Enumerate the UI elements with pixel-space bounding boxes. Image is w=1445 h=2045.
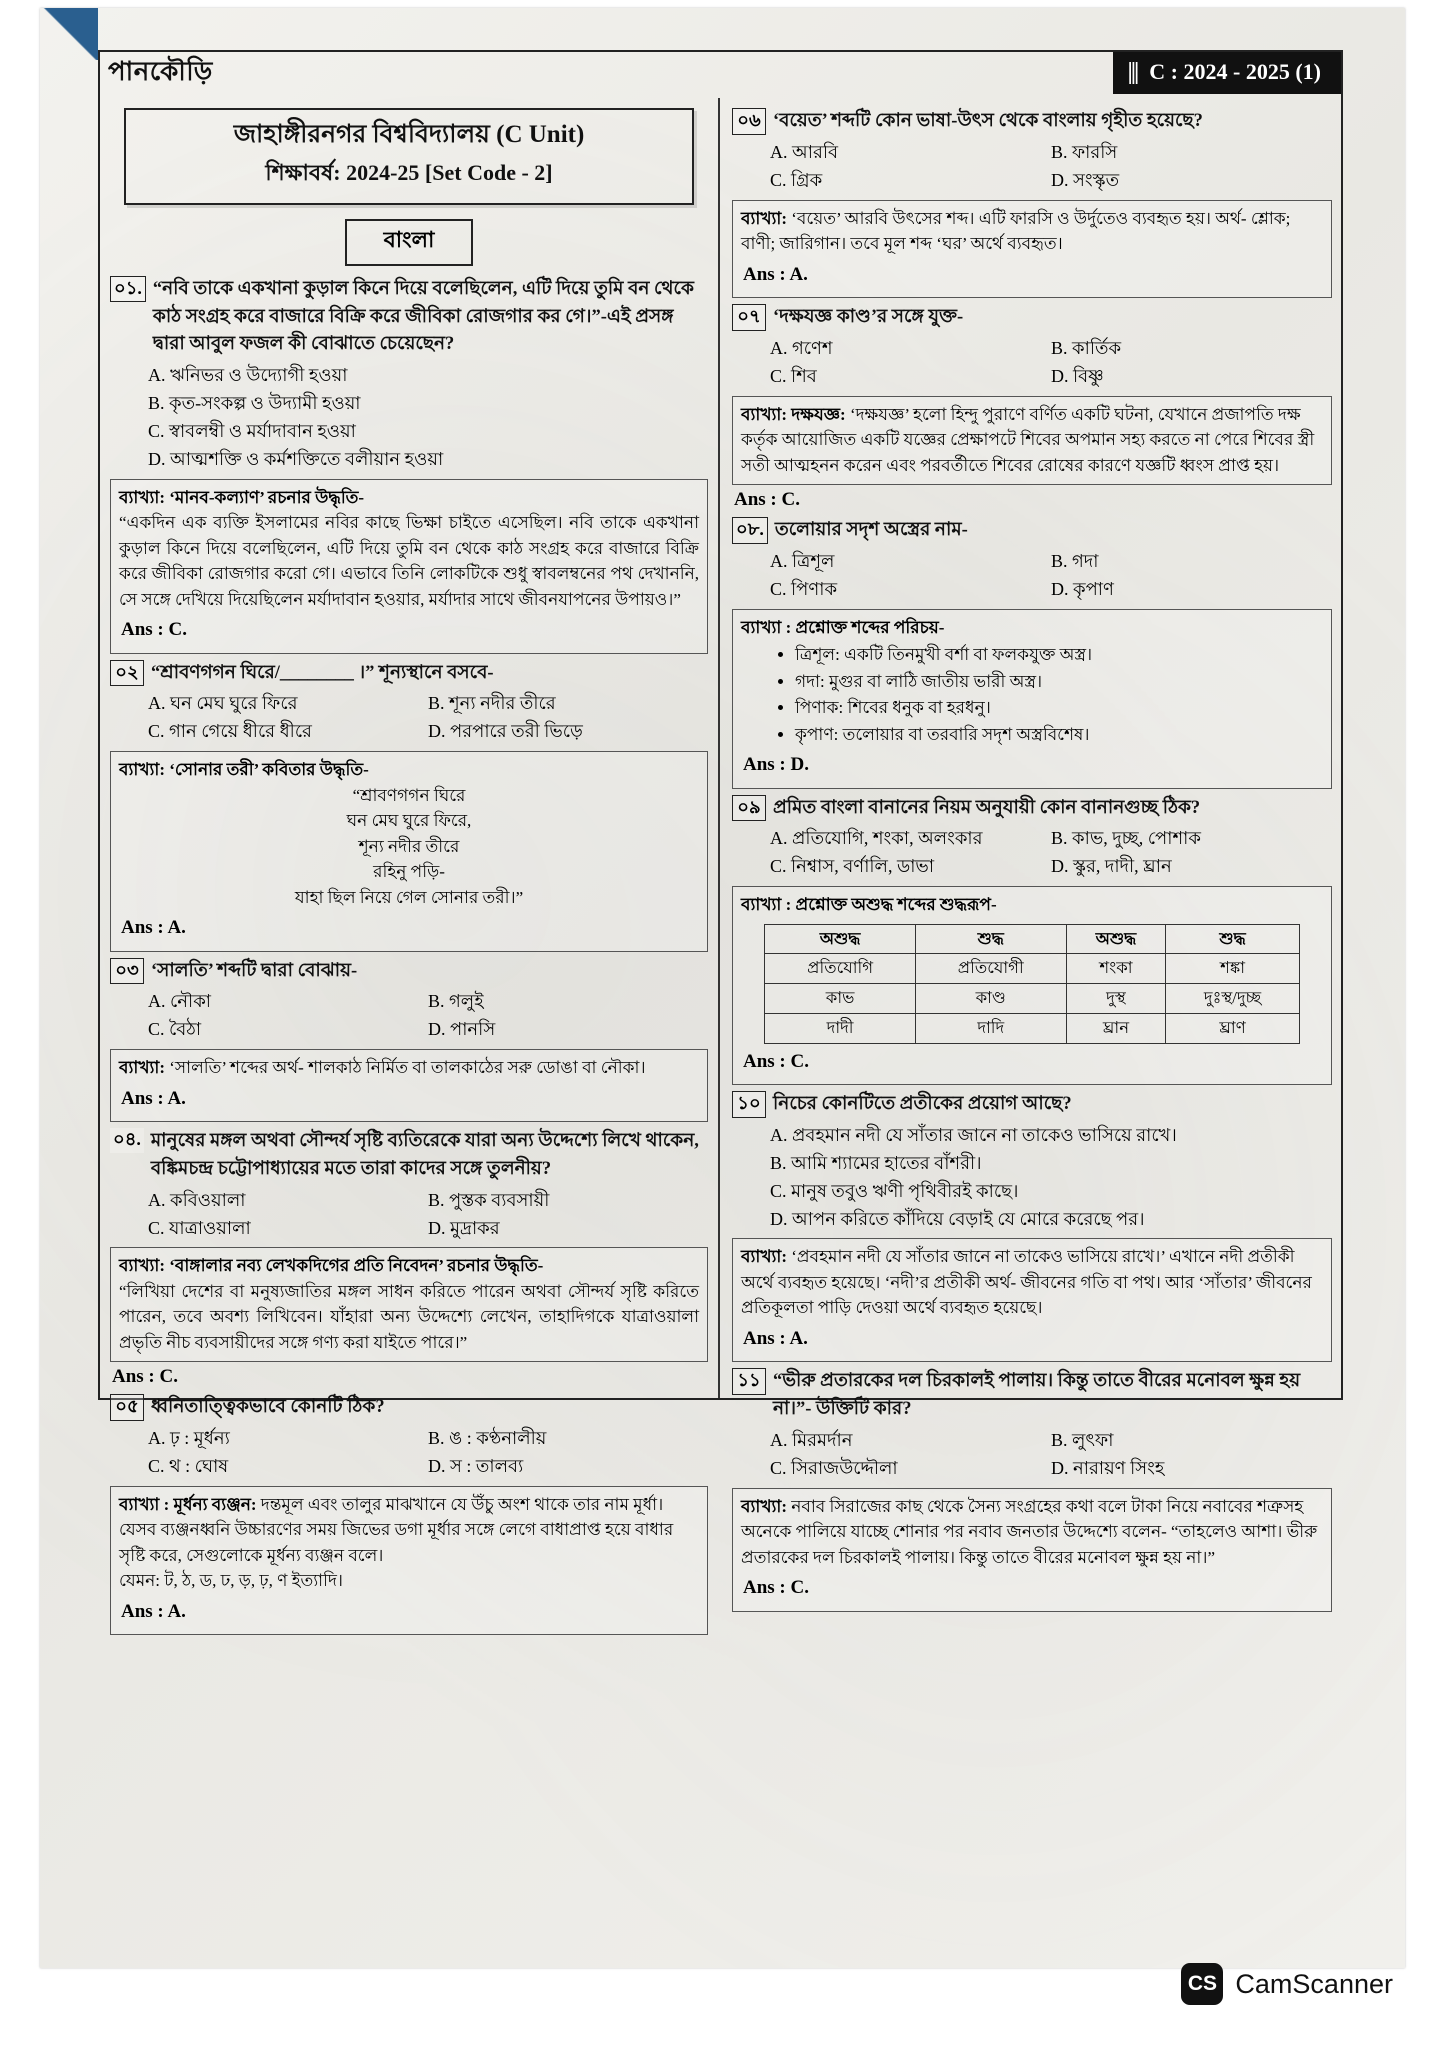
question-number: ০৪.: [110, 1128, 144, 1153]
option-d[interactable]: D. স্কুর, দাদী, ঘ্রান: [1051, 856, 1172, 877]
option-list: [770, 1122, 1332, 1234]
option-a[interactable]: A. ত্রিশূল: [770, 550, 835, 571]
question-number: ০৫: [110, 1394, 144, 1421]
explanation-body: “লিখিয়া দেশের বা মনুষ্যজাতির মঙ্গল সাধন করিতে পারেন অথবা সৌন্দর্য সৃষ্টি করিতে পারেন, তবে অবশ্য লিখিবেন। যাঁহারা অন্য উদ্দেশ্যে লেখেন, তাহাদিগকে যাত্রাওয়ালা প্রভৃতি নীচ ব্যবসায়ীদের সঙ্গে গণ্য করা যাইতে পারে।”: [119, 1281, 699, 1352]
option-a[interactable]: A. ঋনিভর ও উদ্যোগী হওয়া: [148, 365, 348, 385]
option-a[interactable]: A. প্রতিযোগি, শংকা, অলংকার: [770, 828, 983, 849]
answer-label: Ans : C.: [734, 489, 800, 511]
explanation-lead: ব্যাখ্যা: দক্ষযজ্ঞ:: [741, 404, 846, 424]
question-number: ০৮.: [732, 517, 768, 544]
option-d[interactable]: D. সংস্কৃত: [1051, 169, 1120, 190]
left-column: [98, 98, 720, 1622]
table-row: [765, 954, 1299, 984]
question-text: ‘বয়েত’ শব্দটি কোন ভাষা-উৎস থেকে বাংলায় গৃহীত হয়েছে?: [773, 111, 1203, 131]
option-b[interactable]: B. লুৎফা: [1051, 1429, 1114, 1450]
option-d[interactable]: D. পরপারে তরী ভিড়ে: [428, 721, 583, 742]
option-a[interactable]: A. মিরমর্দান: [770, 1429, 853, 1450]
table-cell: প্রতিযোগি: [765, 954, 916, 984]
poem-line: শূন্য নদীর তীরে: [358, 836, 460, 856]
table-cell: দাদি: [915, 1013, 1066, 1043]
option-b[interactable]: B. গলুই: [428, 991, 484, 1012]
question-item: [732, 1368, 1332, 1611]
question-number: ০৬: [732, 108, 766, 135]
question-number: ১১: [732, 1368, 766, 1395]
question-text: “ভীরু প্রতারকের দল চিরকালই পালায়। কিন্তু তাতে বীরের মনোবল ক্ষুন্ন হয় না।”- উক্তিটি কার?: [773, 1371, 1301, 1420]
option-a[interactable]: A. প্রবহমান নদী যে সাঁতার জানে না তাকেও ভাসিয়ে রাখে।: [770, 1124, 1177, 1145]
option-list: [770, 548, 1332, 604]
option-b[interactable]: B. পুস্তক ব্যবসায়ী: [428, 1189, 550, 1210]
explanation-body: ‘বয়েত’ আরবি উৎসের শব্দ। এটি ফারসি ও উর্দুতেও ব্যবহৃত হয়। অর্থ- শ্লোক; বাণী; জারিগান। তবে মূল শব্দ ‘ঘর’ অর্থে ব্যবহৃত।: [741, 208, 1291, 254]
explanation-lead: ব্যাখ্যা:: [741, 1496, 788, 1516]
explanation-box: [110, 479, 708, 654]
option-b[interactable]: B. গদা: [1051, 550, 1099, 571]
option-d[interactable]: D. নারায়ণ সিংহ: [1051, 1457, 1165, 1478]
question-text: ধ্বনিতাত্ত্বিকভাবে কোনটি ঠিক?: [151, 1397, 385, 1418]
option-c[interactable]: C. গ্রিক: [770, 169, 823, 190]
table-cell: শংকা: [1066, 954, 1166, 984]
answer-label: Ans : A.: [743, 1327, 808, 1349]
question-number: ০৯: [732, 795, 766, 822]
explanation-lead: ব্যাখ্যা: ‘বাঙ্গালার নব্য লেখকদিগের প্রতি নিবেদন’ রচনার উদ্ধৃতি-: [119, 1256, 544, 1276]
explanation-lead: ব্যাখ্যা:: [119, 1058, 166, 1078]
option-d[interactable]: D. স : তালব্য: [428, 1456, 524, 1477]
table-cell: দাদী: [765, 1013, 916, 1043]
scanned-page: [40, 8, 1405, 1968]
subject-heading: বাংলা: [345, 219, 473, 266]
option-b[interactable]: B. কৃত-সংকল্প ও উদ্যামী হওয়া: [148, 392, 361, 413]
option-b[interactable]: B. কাভ, দুচ্ছ, পোশাক: [1051, 828, 1201, 849]
right-column: [720, 98, 1342, 1599]
column-header: শুদ্ধ: [1166, 924, 1299, 954]
question-item: [110, 1394, 708, 1635]
bullet-item: • ত্রিশূল: একটি তিনমুখী বর্শা বা ফলকযুক্ত অস্ত্র।: [795, 642, 1323, 668]
table-header-row: [765, 924, 1299, 954]
option-list: [148, 1425, 708, 1481]
option-a[interactable]: A. নৌকা: [148, 991, 212, 1012]
option-a[interactable]: A. ঘন মেঘ ঘুরে ফিরে: [148, 693, 298, 714]
table-row: [765, 984, 1299, 1014]
explanation-box: [110, 1247, 708, 1362]
question-item: [732, 517, 1332, 789]
explanation-box: [732, 200, 1332, 299]
explanation-body: ‘প্রবহমান নদী যে সাঁতার জানে না তাকেও ভাসিয়ে রাখে।’ এখানে নদী প্রতীকী অর্থে ব্যবহৃত হয়েছে। ‘নদী’র প্রতীকী অর্থ- জীবনের গতি বা পথ। আর ‘সাঁতার’ জীবনের প্রতিকূলতা পাড়ি দেওয়া অর্থে ব্যবহৃত হয়েছে।: [741, 1247, 1312, 1318]
answer-label: Ans : A.: [121, 1087, 186, 1109]
camscanner-label: CamScanner: [1235, 1968, 1393, 1999]
option-d[interactable]: D. বিষ্ণু: [1051, 365, 1104, 386]
option-c[interactable]: C. নিশ্বাস, বর্ণালি, ডাভা: [770, 856, 935, 877]
explanation-lead: ব্যাখ্যা : প্রশ্নোক্ত শব্দের পরিচয়-: [741, 617, 945, 637]
poem-line: ঘন মেঘ ঘুরে ফিরে,: [346, 811, 472, 831]
explanation-bullet-list: [755, 642, 1323, 747]
explanation-box: [110, 1486, 708, 1636]
question-item: [732, 1091, 1332, 1362]
question-item: [732, 108, 1332, 298]
explanation-lead: ব্যাখ্যা : মূর্ধন্য ব্যঞ্জন:: [119, 1494, 257, 1514]
explanation-body: “একদিন এক ব্যক্তি ইসলামের নবির কাছে ভিক্ষা চাইতে এসেছিল। নবি তাকে একখানা কুড়াল কিনে দিয়ে বলেছিলেন, এটি দিয়ে তুমি বন থেকে কাঠ সংগ্রহ করে বাজারে বিক্রি করে জীবিকা রোজগার করো গে। এভাবে তিনি লোকটিকে শুধু স্বাবলম্বনের পথ দেখাননি, সে সঙ্গে দেখিয়ে দিয়েছিলেন মর্যাদাবান হওয়ার, মর্যাদার সাথে জীবনযাপনের উপায়ও।”: [119, 513, 699, 609]
barcode-icon: |||: [1127, 58, 1138, 85]
question-text: ‘দক্ষযজ্ঞ কাণ্ড’র সঙ্গে যুক্ত-: [773, 307, 964, 328]
explanation-body: দন্তমূল এবং তালুর মাঝখানে যে উঁচু অংশ থাকে তার নাম মূর্ধা। যেসব ব্যঞ্জনধ্বনি উচ্চারণের সময় জিভের ডগা মূর্ধার সঙ্গে লেগে বাধাপ্রাপ্ত হয়ে বাধার সৃষ্টি করে, সেগুলোকে মূর্ধন্য ব্যঞ্জন বলে।: [119, 1494, 674, 1565]
answer-label: Ans : C.: [743, 1577, 809, 1599]
explanation-box: [732, 1238, 1332, 1362]
question-item: [110, 1128, 708, 1388]
question-text: তলোয়ার সদৃশ অস্ত্রের নাম-: [774, 520, 968, 541]
option-list: [148, 362, 708, 474]
answer-label: Ans : C.: [121, 619, 187, 641]
question-item: [732, 795, 1332, 1086]
option-c[interactable]: C. বৈঠা: [148, 1019, 202, 1040]
option-a[interactable]: A. কবিওয়ালা: [148, 1189, 246, 1210]
question-text: প্রমিত বাংলা বানানের নিয়ম অনুযায়ী কোন বানানগুচ্ছ ঠিক?: [773, 797, 1201, 818]
table-cell: ঘ্রান: [1066, 1013, 1166, 1043]
publisher-logo: পানকৌড়ি: [108, 57, 213, 86]
question-number: ০২: [110, 660, 144, 687]
option-d[interactable]: D. কৃপাণ: [1051, 578, 1114, 599]
column-header: শুদ্ধ: [915, 924, 1066, 954]
explanation-body: নবাব সিরাজের কাছ থেকে সৈন্য সংগ্রহের কথা বলে টাকা নিয়ে নবাবের শত্রুসহ অনেকে পালিয়ে যাচ্ছে শোনার পর নবাব জনতার উদ্দেশ্যে বলেন- “তাহলেও আশা। ভীরু প্রতারকের দল চিরকালই পালায়। কিন্তু তাতে বীরের মনোবল ক্ষুন্ন হয় না।”: [741, 1496, 1318, 1567]
bullet-item: • গদা: মুগুর বা লাঠি জাতীয় ভারী অস্ত্র।: [795, 669, 1323, 695]
option-b[interactable]: B. ফারসি: [1051, 141, 1118, 162]
explanation-lead: ব্যাখ্যা:: [741, 1247, 788, 1267]
option-list: [770, 825, 1332, 881]
answer-label: Ans : C.: [112, 1366, 178, 1388]
explanation-box: [110, 751, 708, 952]
camscanner-logo-icon: CS: [1181, 1963, 1223, 2005]
table-cell: শঙ্কা: [1166, 954, 1299, 984]
poem-line: রহিনু পড়ি-: [373, 862, 445, 882]
table-cell: কাণ্ড: [915, 984, 1066, 1014]
question-number: ০৭: [732, 304, 766, 331]
poem-line: যাহা ছিল নিয়ে গেল সোনার তরী।”: [294, 887, 524, 907]
option-list: [148, 690, 708, 746]
option-a[interactable]: A. গণেশ: [770, 337, 833, 358]
question-number: ০১.: [110, 276, 146, 303]
explanation-box: [732, 1488, 1332, 1612]
session-title: শিক্ষাবর্ষ: 2024-25 [Set Code - 2]: [265, 159, 553, 185]
option-list: [770, 139, 1332, 195]
explanation-box: [110, 1049, 708, 1122]
answer-label: Ans : A.: [121, 917, 186, 939]
question-text: নিচের কোনটিতে প্রতীকের প্রয়োগ আছে?: [773, 1094, 1072, 1115]
explanation-lead: ব্যাখ্যা: ‘সোনার তরী’ কবিতার উদ্ধৃতি-: [119, 760, 369, 780]
option-d[interactable]: D. আপন করিতে কাঁদিয়ে বেড়াই যে মোরে করেছে পর।: [770, 1208, 1145, 1229]
question-text: “শ্রাবণগগন ঘিরে/________ ।” শূন্যস্থানে বসবে-: [151, 662, 494, 683]
option-c[interactable]: C. গান গেয়ে ধীরে ধীরে: [148, 721, 312, 742]
question-item: [732, 304, 1332, 511]
poem-line: “শ্রাবণগগন ঘিরে: [352, 785, 466, 805]
option-a[interactable]: A. ঢ় : মূর্ধন্য: [148, 1428, 230, 1449]
option-a[interactable]: A. আরবি: [770, 141, 839, 162]
column-header: অশুদ্ধ: [1066, 924, 1166, 954]
exam-title-box: [124, 108, 694, 205]
question-number: ১০: [732, 1091, 766, 1118]
answer-label: Ans : A.: [743, 263, 808, 285]
question-text: মানুষের মঙ্গল অথবা সৌন্দর্য সৃষ্টি ব্যতিরেকে যারা অন্য উদ্দেশ্যে লিখে থাকেন, বঙ্কিমচন্দ্র চট্টোপাধ্যায়ের মতে তারা কাদের সঙ্গে তুলনীয়?: [150, 1131, 699, 1179]
answer-label: Ans : D.: [743, 754, 809, 776]
option-d[interactable]: D. পানসি: [428, 1019, 496, 1040]
exam-code-label: C : 2024 - 2025 (1): [1149, 59, 1321, 84]
option-d[interactable]: D. মুদ্রাকর: [428, 1217, 500, 1238]
answer-label: Ans : C.: [743, 1050, 809, 1072]
explanation-box: [732, 886, 1332, 1085]
option-list: [770, 335, 1332, 391]
table-cell: প্রতিযোগী: [915, 954, 1066, 984]
explanation-lead: ব্যাখ্যা : প্রশ্নোক্ত অশুদ্ধ শব্দের শুদ্ধরূপ-: [741, 895, 997, 915]
answer-label: Ans : A.: [121, 1600, 186, 1622]
table-cell: দুস্থ: [1066, 984, 1166, 1014]
question-text: ‘সালতি’ শব্দটি দ্বারা বোঝায়-: [151, 960, 358, 981]
question-item: [110, 958, 708, 1123]
option-c[interactable]: C. সিরাজউদ্দৌলা: [770, 1457, 898, 1478]
bullet-item: • পিণাক: শিবের ধনুক বা হরধনু।: [795, 695, 1323, 721]
camscanner-watermark: [1181, 1963, 1393, 2005]
option-list: [148, 988, 708, 1044]
option-c[interactable]: C. শিব: [770, 365, 817, 386]
explanation-box: [732, 609, 1332, 789]
bullet-item: • কৃপাণ: তলোয়ার বা তরবারি সদৃশ অস্ত্রবিশেষ।: [795, 722, 1323, 748]
option-b[interactable]: B. আমি শ্যামের হাতের বাঁশরী।: [770, 1152, 982, 1173]
option-b[interactable]: B. কার্তিক: [1051, 337, 1122, 358]
option-d[interactable]: D. আত্মশক্তি ও কর্মশক্তিতে বলীয়ান হওয়া: [148, 448, 444, 469]
option-c[interactable]: C. থ : ঘোষ: [148, 1456, 229, 1477]
question-item: [110, 276, 708, 654]
explanation-extra: যেমন: ট, ঠ, ড, ঢ, ড়, ঢ়, ণ ইত্যাদি।: [119, 1571, 343, 1591]
explanation-body: ‘সালতি’ শব্দের অর্থ- শালকাঠ নির্মিত বা তালকাঠের সরু ডোঙা বা নৌকা।: [169, 1058, 646, 1078]
table-row: [765, 1013, 1299, 1043]
explanation-box: [732, 396, 1332, 486]
option-b[interactable]: B. ঙ : কণ্ঠনালীয়: [428, 1428, 547, 1449]
explanation-lead: ব্যাখ্যা: ‘মানব-কল্যাণ’ রচনার উদ্ধৃতি-: [119, 487, 365, 507]
option-list: [148, 1187, 708, 1243]
explanation-lead: ব্যাখ্যা:: [741, 208, 788, 228]
option-b[interactable]: B. শূন্য নদীর তীরে: [428, 693, 556, 714]
question-text: “নবি তাকে একখানা কুড়াল কিনে দিয়ে বলেছিলেন, এটি দিয়ে তুমি বন থেকে কাঠ সংগ্রহ করে বাজারে বিক্রি করে জীবিকা রোজগার কর গে।”-এই প্রসঙ্গ দ্বারা আবুল ফজল কী বোঝাতে চেয়েছেন?: [152, 278, 694, 355]
option-c[interactable]: C. স্বাবলম্বী ও মর্যাদাবান হওয়া: [148, 420, 356, 441]
spelling-table: [764, 924, 1299, 1044]
question-item: [110, 660, 708, 952]
table-cell: ঘ্রাণ: [1166, 1013, 1299, 1043]
column-header: অশুদ্ধ: [765, 924, 916, 954]
explanation-body: ‘দক্ষযজ্ঞ’ হলো হিন্দু পুরাণে বর্ণিত একটি ঘটনা, যেখানে প্রজাপতি দক্ষ কর্তৃক আয়োজিত একটি যজ্ঞের প্রেক্ষাপটে শিবের অপমান সহ্য করতে না পেরে শিবের স্ত্রী সতী আত্মহনন করেন এবং পরবর্তীতে শিবের রোষের কারণে যজ্ঞটি ধ্বংস প্রাপ্ত হয়।: [741, 404, 1315, 475]
option-c[interactable]: C. যাত্রাওয়ালা: [148, 1217, 251, 1238]
university-title: জাহাঙ্গীরনগর বিশ্ববিদ্যালয় (C Unit): [233, 121, 585, 148]
table-cell: কাভ: [765, 984, 916, 1014]
question-number: ০৩: [110, 958, 144, 985]
option-list: [770, 1427, 1332, 1483]
two-column-layout: [98, 98, 1343, 1622]
option-c[interactable]: C. পিণাক: [770, 578, 838, 599]
table-cell: দুঃস্থ/দুচ্ছ: [1166, 984, 1299, 1014]
option-c[interactable]: C. মানুষ তবুও ঋণী পৃথিবীরই কাছে।: [770, 1180, 1019, 1201]
